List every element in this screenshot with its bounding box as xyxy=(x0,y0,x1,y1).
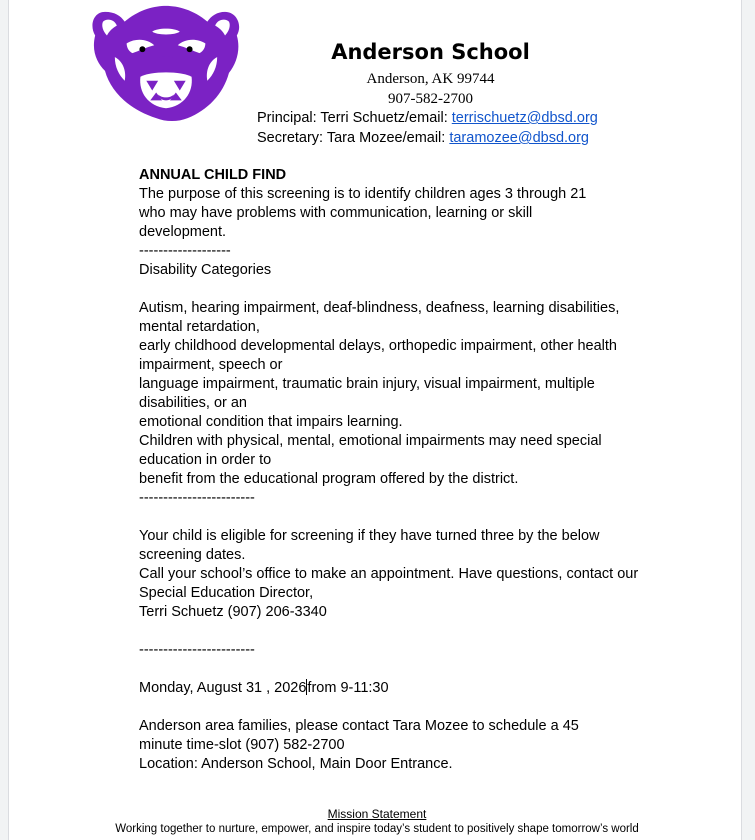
families-line: Anderson area families, please contact Tara Mozee to schedule a 45 xyxy=(139,718,579,734)
eligibility-line: Call your school’s office to make an appointment. Have questions, contact our xyxy=(139,566,639,582)
secretary-contact xyxy=(257,130,589,146)
divider-line: ------------------------ xyxy=(139,490,255,506)
principal-label: Principal: Terri Schuetz/email: xyxy=(257,110,452,126)
divider-line: ------------------------ xyxy=(139,642,255,658)
child-find-heading: ANNUAL CHILD FIND xyxy=(139,167,287,183)
divider-line: ------------------- xyxy=(139,243,231,259)
categories-title: Disability Categories xyxy=(139,262,272,278)
eligibility-line: screening dates. xyxy=(139,547,246,563)
blank-line xyxy=(139,622,649,641)
school-address: Anderson, AK 99744 xyxy=(366,71,495,87)
categories-line: disabilities, or an xyxy=(139,395,247,411)
categories-line: Children with physical, mental, emotional impairments may need special xyxy=(139,433,602,449)
school-name: Anderson School xyxy=(331,40,530,64)
eligibility-line: Special Education Director, xyxy=(139,585,314,601)
document-body[interactable] xyxy=(139,166,649,774)
blank-line xyxy=(139,660,649,679)
categories-line: language impairment, traumatic brain injury, visual impairment, multiple xyxy=(139,376,595,392)
eligibility-line: Your child is eligible for screening if they have turned three by the below xyxy=(139,528,600,544)
screening-date: Monday, August 31 , 2026 xyxy=(139,680,307,696)
principal-email-link[interactable]: terrischuetz@dbsd.org xyxy=(451,110,598,126)
purpose-line: who may have problems with communication, learning or skill xyxy=(139,205,533,221)
blank-line xyxy=(139,698,649,717)
categories-line: benefit from the educational program offered by the district. xyxy=(139,471,519,487)
blank-line xyxy=(139,508,649,527)
categories-line: Autism, hearing impairment, deaf-blindness, deafness, learning disabilities, xyxy=(139,300,620,316)
mission-statement-title: Mission Statement xyxy=(327,807,427,821)
purpose-line: development. xyxy=(139,224,227,240)
categories-line: mental retardation, xyxy=(139,319,260,335)
categories-line: education in order to xyxy=(139,452,272,468)
families-line: minute time-slot (907) 582-2700 xyxy=(139,737,345,753)
screening-time: from 9-11:30 xyxy=(307,680,389,696)
categories-line: impairment, speech or xyxy=(139,357,283,373)
mission-statement-text: Working together to nurture, empower, and inspire today’s student to positively shape tomorrow’s world xyxy=(115,823,639,835)
families-line: Location: Anderson School, Main Door Entrance. xyxy=(139,756,453,772)
document-page[interactable] xyxy=(8,0,742,840)
secretary-label: Secretary: Tara Mozee/email: xyxy=(257,130,450,146)
principal-contact xyxy=(257,110,598,126)
categories-line: early childhood developmental delays, orthopedic impairment, other health xyxy=(139,338,617,354)
secretary-email-link[interactable]: taramozee@dbsd.org xyxy=(449,130,589,146)
purpose-line: The purpose of this screening is to identify children ages 3 through 21 xyxy=(139,186,587,202)
screening-date-line xyxy=(139,679,649,698)
blank-line xyxy=(139,280,649,299)
categories-line: emotional condition that impairs learning. xyxy=(139,414,403,430)
school-phone: 907-582-2700 xyxy=(388,91,473,107)
eligibility-line: Terri Schuetz (907) 206-3340 xyxy=(139,604,327,620)
